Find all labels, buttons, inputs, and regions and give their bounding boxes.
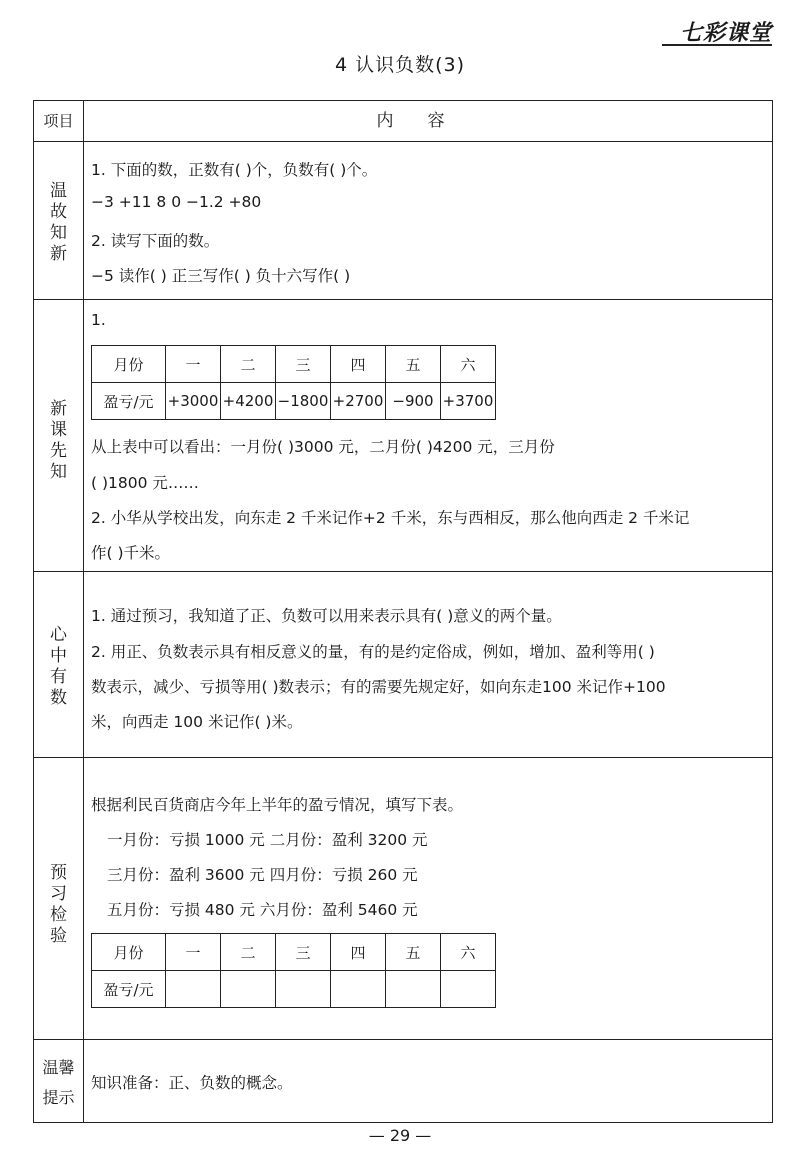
review-q2: 2. 读写下面的数。 (91, 232, 220, 250)
check-label: 预 习 检 验 (50, 863, 67, 946)
worksheet-table (33, 100, 773, 1123)
mind-line3: 数表示，减少、亏损等用( )数表示；有的需要先规定好，如向东走100 米记作+100 (91, 678, 666, 696)
new-line1: 从上表中可以看出：一月份( )3000 元，二月份( )4200 元，三月份 (91, 438, 555, 456)
review-q1: 1. 下面的数，正数有( )个，负数有( )个。 (91, 161, 378, 179)
check-data-2: 三月份：盈利 3600 元 四月份：亏损 260 元 (107, 866, 418, 884)
tip-text: 知识准备：正、负数的概念。 (91, 1074, 293, 1092)
check-data-3: 五月份：亏损 480 元 六月份：盈利 5460 元 (107, 901, 418, 919)
row-divider (34, 1039, 772, 1040)
review-q2-items: −5 读作( ) 正三写作( ) 负十六写作( ) (91, 267, 351, 285)
table-cell: 盈亏/元 (92, 971, 166, 1008)
table-cell: −1800 (276, 383, 331, 420)
table-header-cell: 六 (441, 934, 496, 971)
row-divider (34, 757, 772, 758)
blank-cell[interactable] (386, 971, 441, 1008)
page-number: — 29 — (368, 1126, 432, 1145)
new-item1: 1. (91, 311, 106, 329)
tip-label: 温馨 提示 (42, 1058, 75, 1107)
blank-cell[interactable] (276, 971, 331, 1008)
table-cell: +2700 (331, 383, 386, 420)
blank-cell[interactable] (166, 971, 221, 1008)
table-header-cell: 四 (331, 346, 386, 383)
table-cell: +3700 (441, 383, 496, 420)
brand-logo: 七彩课堂 (679, 20, 772, 46)
review-numbers: −3 +11 8 0 −1.2 +80 (91, 193, 262, 211)
table-cell: 盈亏/元 (92, 383, 166, 420)
mind-line4: 米，向西走 100 米记作( )米。 (91, 713, 303, 731)
table-header-cell: 月份 (92, 346, 166, 383)
table-header-cell: 二 (221, 934, 276, 971)
mind-label: 心 中 有 数 (50, 625, 67, 708)
review-label: 温 故 知 新 (50, 181, 67, 264)
check-intro: 根据利民百货商店今年上半年的盈亏情况，填写下表。 (91, 796, 464, 814)
brand-underline (662, 44, 772, 46)
table-header-cell: 四 (331, 934, 386, 971)
new-line3: 2. 小华从学校出发，向东走 2 千米记作+2 千米，东与西相反，那么他向西走 2 千米记 (91, 509, 690, 527)
profit-table (91, 345, 496, 420)
table-header-cell: 六 (441, 346, 496, 383)
table-header-cell: 二 (221, 346, 276, 383)
page-title: 4 认识负数(3) (334, 54, 466, 76)
table-header-cell: 月份 (92, 934, 166, 971)
table-cell: +3000 (166, 383, 221, 420)
blank-cell[interactable] (221, 971, 276, 1008)
table-header-cell: 一 (166, 934, 221, 971)
row-divider (34, 141, 772, 142)
table-header-cell: 三 (276, 346, 331, 383)
table-header-cell: 三 (276, 934, 331, 971)
row-divider (34, 571, 772, 572)
row-divider (34, 299, 772, 300)
new-label: 新 课 先 知 (50, 399, 67, 482)
header-content-label: 内容 (376, 111, 479, 131)
header-item-label: 项目 (43, 112, 74, 130)
column-divider (83, 101, 84, 1122)
table-cell: −900 (386, 383, 441, 420)
table-header-cell: 五 (386, 346, 441, 383)
table-header-cell: 一 (166, 346, 221, 383)
mind-line2: 2. 用正、负数表示具有相反意义的量，有的是约定俗成，例如，增加、盈利等用( ) (91, 643, 655, 661)
blank-cell[interactable] (331, 971, 386, 1008)
new-line4: 作( )千米。 (91, 544, 171, 562)
table-header-cell: 五 (386, 934, 441, 971)
new-line2: ( )1800 元…… (91, 474, 199, 492)
mind-line1: 1. 通过预习，我知道了正、负数可以用来表示具有( )意义的两个量。 (91, 607, 562, 625)
table-cell: +4200 (221, 383, 276, 420)
check-data-1: 一月份：亏损 1000 元 二月份：盈利 3200 元 (107, 831, 428, 849)
fill-table (91, 933, 496, 1008)
blank-cell[interactable] (441, 971, 496, 1008)
